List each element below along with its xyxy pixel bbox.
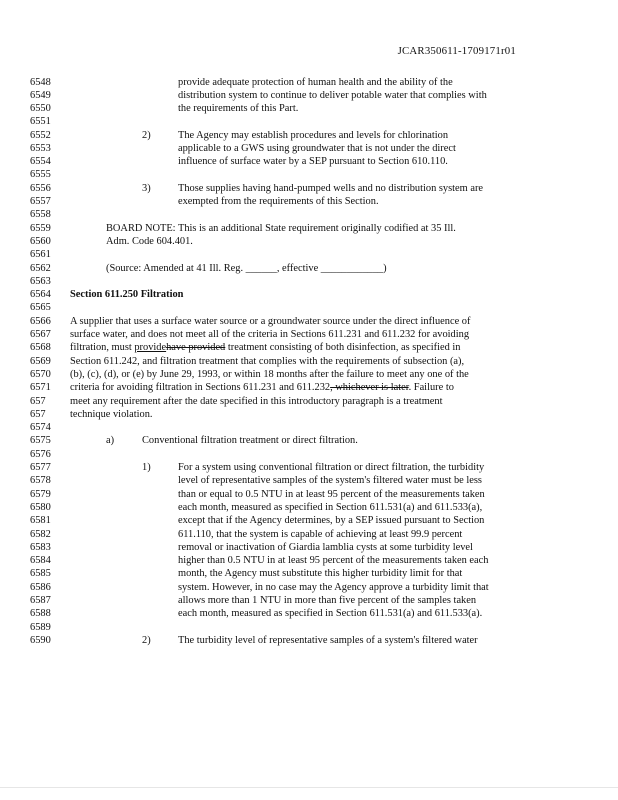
text-line: distribution system to continue to deliver potable water that complies with — [178, 90, 487, 101]
line-number: 6587 — [30, 595, 51, 606]
text-line: higher than 0.5 NTU in at least 95 percent of the measurements taken each — [178, 555, 489, 566]
subsection-title: Conventional filtration treatment or direct filtration. — [142, 435, 358, 446]
text-line: A supplier that uses a surface water source or a groundwater source under the direct influence of — [70, 316, 471, 327]
inserted-text: provide — [134, 342, 167, 353]
text-line: For a system using conventional filtration or direct filtration, the turbidity — [178, 462, 485, 473]
text-line: surface water, and does not meet all of the criteria in Sections 611.231 and 611.232 for avoiding — [70, 329, 470, 340]
deleted-text: , whichever is later — [330, 382, 409, 393]
text-line: level of representative samples of the system's filtered water must be less — [178, 475, 482, 486]
text-line: provide adequate protection of human health and the ability of the — [178, 77, 453, 88]
text-line: allows more than 1 NTU in more than five percent of the samples taken — [178, 595, 477, 606]
text-line: than or equal to 0.5 NTU in at least 95 percent of the measurements taken — [178, 489, 485, 500]
line-number: 6568 — [30, 342, 51, 353]
text-line: (b), (c), (d), or (e) by June 29, 1993, or within 18 months after the failure to meet any one of the — [70, 369, 469, 380]
item-number: 2) — [142, 130, 151, 141]
line-number: 6558 — [30, 209, 51, 220]
line-number: 6552 — [30, 130, 51, 141]
item-number: 3) — [142, 183, 151, 194]
line-number: 6571 — [30, 382, 51, 393]
item-letter: a) — [106, 435, 115, 446]
item-number: 2) — [142, 635, 151, 646]
line-number: 6570 — [30, 369, 51, 380]
line-number: 6576 — [30, 449, 51, 460]
line-number: 657 — [30, 396, 46, 407]
text-line: applicable to a GWS using groundwater that is not under the direct — [178, 143, 456, 154]
line-number: 6584 — [30, 555, 51, 566]
source-note: (Source: Amended at 41 Ill. Reg. ______, effective ____________) — [106, 263, 387, 274]
line-number: 6554 — [30, 156, 51, 167]
line-number: 6559 — [30, 223, 51, 234]
line-number: 6564 — [30, 289, 51, 300]
text-line: Those supplies having hand-pumped wells and no distribution system are — [178, 183, 484, 194]
line-number: 6590 — [30, 635, 51, 646]
text-line — [70, 381, 454, 394]
line-number: 6574 — [30, 422, 51, 433]
text-line — [70, 341, 460, 354]
text-line: Section 611.242, and filtration treatment that complies with the requirements of subsection (a), — [70, 356, 465, 367]
text-run: filtration, must — [70, 342, 135, 353]
text-line: exempted from the requirements of this Section. — [178, 196, 379, 207]
text-line: technique violation. — [70, 409, 153, 420]
item-number: 1) — [142, 462, 151, 473]
text-line: system. However, in no case may the Agency approve a turbidity limit that — [178, 582, 489, 593]
text-line: The turbidity level of representative samples of a system's filtered water — [178, 635, 478, 646]
text-run: criteria for avoiding filtration in Sections 611.231 and 611.232 — [70, 382, 331, 393]
line-number: 6581 — [30, 515, 51, 526]
line-number: 6549 — [30, 90, 51, 101]
line-number: 657 — [30, 409, 46, 420]
section-heading: Section 611.250 Filtration — [70, 289, 184, 300]
line-number: 6586 — [30, 582, 51, 593]
text-line: each month, measured as specified in Section 611.531(a) and 611.533(a). — [178, 608, 483, 619]
line-number: 6580 — [30, 502, 51, 513]
line-number: 6582 — [30, 529, 51, 540]
line-number: 6567 — [30, 329, 51, 340]
line-number: 6589 — [30, 622, 51, 633]
text-line: except that if the Agency determines, by a SEP issued pursuant to Section — [178, 515, 485, 526]
text-line: 611.110, that the system is capable of achieving at least 99.9 percent — [178, 529, 463, 540]
text-run: treatment consisting of both disinfection, as specified in — [225, 342, 461, 353]
line-number: 6575 — [30, 435, 51, 446]
board-note: Adm. Code 604.401. — [106, 236, 193, 247]
deleted-text: have provided — [166, 342, 226, 353]
page-divider — [0, 787, 618, 788]
line-number: 6557 — [30, 196, 51, 207]
line-number: 6578 — [30, 475, 51, 486]
board-note: BOARD NOTE: This is an additional State requirement originally codified at 35 Ill. — [106, 223, 456, 234]
line-number: 6550 — [30, 103, 51, 114]
line-number: 6583 — [30, 542, 51, 553]
text-line: influence of surface water by a SEP pursuant to Section 610.110. — [178, 156, 448, 167]
line-number: 6562 — [30, 263, 51, 274]
line-number: 6569 — [30, 356, 51, 367]
document-id-header: JCAR350611-1709171r01 — [397, 45, 516, 57]
line-number: 6555 — [30, 169, 51, 180]
text-line: month, the Agency must substitute this higher turbidity limit for that — [178, 568, 463, 579]
line-number: 6588 — [30, 608, 51, 619]
text-line: the requirements of this Part. — [178, 103, 299, 114]
line-number: 6585 — [30, 568, 51, 579]
line-number: 6548 — [30, 77, 51, 88]
text-line: each month, measured as specified in Section 611.531(a) and 611.533(a), — [178, 502, 483, 513]
line-number: 6556 — [30, 183, 51, 194]
text-run: . Failure to — [408, 382, 454, 393]
line-number: 6577 — [30, 462, 51, 473]
line-number: 6565 — [30, 302, 51, 313]
line-number: 6551 — [30, 116, 51, 127]
text-line: meet any requirement after the date specified in this introductory paragraph is a treatment — [70, 396, 443, 407]
line-number: 6560 — [30, 236, 51, 247]
line-number: 6566 — [30, 316, 51, 327]
line-number: 6553 — [30, 143, 51, 154]
text-line: removal or inactivation of Giardia lamblia cysts at some turbidity level — [178, 542, 473, 553]
line-number: 6579 — [30, 489, 51, 500]
text-line: The Agency may establish procedures and levels for chlorination — [178, 130, 449, 141]
line-number: 6561 — [30, 249, 51, 260]
line-number: 6563 — [30, 276, 51, 287]
